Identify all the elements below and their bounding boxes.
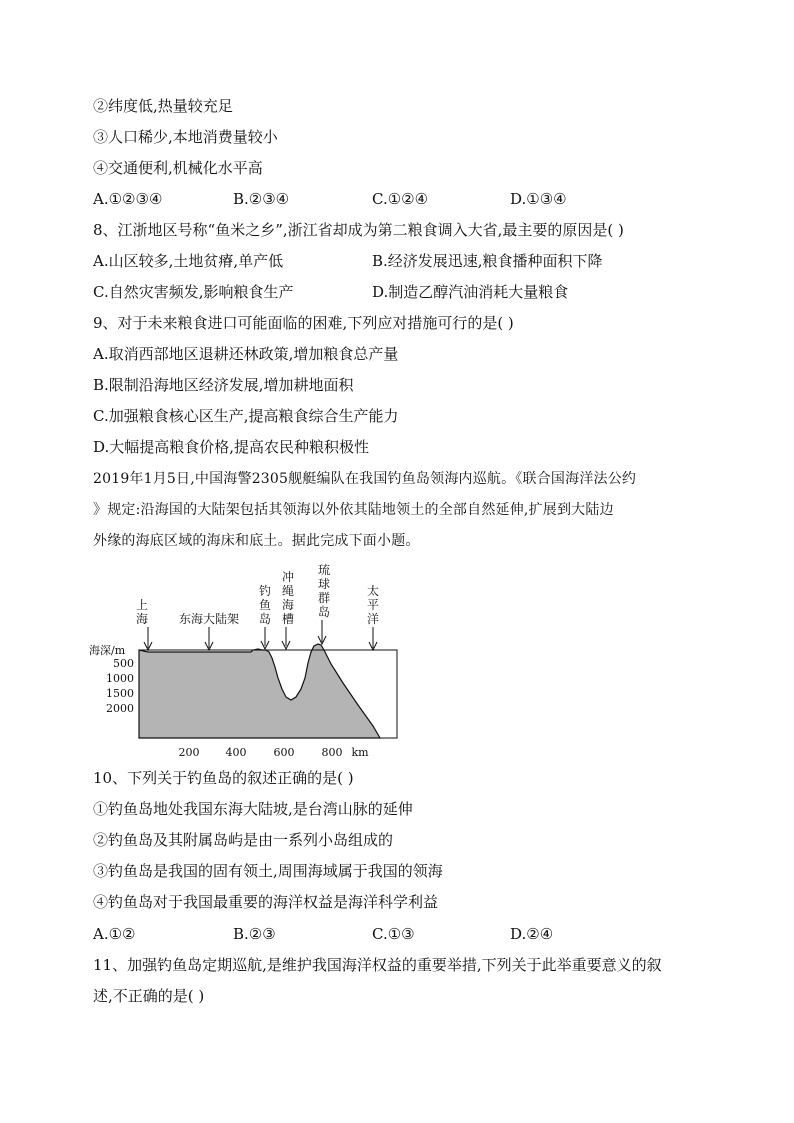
q10-option-d: D.②④ (510, 925, 554, 943)
q7-item-2: ②纬度低,热量较充足 (93, 97, 233, 115)
svg-text:绳: 绳 (281, 584, 295, 598)
x-tick-400: 400 (225, 746, 247, 759)
q9-option-b: B.限制沿海地区经济发展,增加耕地面积 (93, 376, 354, 394)
terrain-profile (139, 644, 380, 738)
seafloor-profile-figure (88, 560, 418, 765)
svg-text:海: 海 (281, 598, 295, 612)
x-tick-600: 600 (273, 746, 295, 759)
label-diaoyu-island (259, 584, 271, 626)
q10-stem: 10、下列关于钓鱼岛的叙述正确的是( ) (93, 769, 354, 787)
q8-option-c: C.自然灾害频发,影响粮食生产 (93, 283, 294, 301)
svg-text:槽: 槽 (281, 612, 295, 626)
q10-item-3: ③钓鱼岛是我国的固有领土,周围海域属于我国的领海 (93, 862, 443, 880)
svg-text:群: 群 (317, 591, 331, 605)
q7-option-c: C.①②④ (372, 190, 429, 208)
arrow-diaoyu (261, 627, 269, 649)
q7-item-4: ④交通便利,机械化水平高 (93, 159, 263, 177)
label-okinawa-trough (282, 569, 294, 626)
x-tick-200: 200 (178, 746, 200, 759)
svg-text:球: 球 (317, 577, 331, 591)
svg-text:岛: 岛 (317, 605, 331, 619)
y-axis-title: 海深/m (89, 644, 126, 657)
q11-stem-line-2: 述,不正确的是( ) (93, 987, 205, 1005)
label-pacific-ocean (367, 583, 379, 626)
svg-text:海: 海 (135, 612, 149, 626)
arrow-shelf (205, 627, 213, 650)
svg-text:平: 平 (366, 598, 380, 612)
depth-tick-500: 500 (113, 657, 134, 670)
passage-line-3: 外缘的海底区域的海床和底土。据此完成下面小题。 (93, 533, 420, 549)
label-shanghai (136, 597, 148, 626)
q9-stem: 9、对于未来粮食进口可能面临的困难,下列应对措施可行的是( ) (93, 314, 514, 332)
q8-option-b: B.经济发展迅速,粮食播种面积下降 (372, 252, 603, 270)
q7-option-b: B.②③④ (233, 190, 290, 208)
q8-stem: 8、江浙地区号称“鱼米之乡”,浙江省却成为第二粮食调入大省,最主要的原因是( ) (93, 221, 624, 239)
depth-tick-1000: 1000 (106, 672, 134, 685)
arrow-pacific (369, 627, 377, 650)
q7-option-a: A.①②③④ (93, 190, 163, 208)
q9-option-d: D.大幅提高粮食价格,提高农民种粮积极性 (93, 438, 370, 456)
q7-option-d: D.①③④ (510, 190, 567, 208)
arrow-trough (282, 627, 290, 649)
q10-option-b: B.②③ (233, 925, 276, 943)
label-east-china-sea-shelf: 东海大陆架 (178, 612, 240, 626)
q11-stem-line-1: 11、加强钓鱼岛定期巡航,是维护我国海洋权益的重要举措,下列关于此举重要意义的叙 (93, 956, 662, 974)
label-ryukyu-islands (318, 562, 330, 619)
depth-tick-2000: 2000 (106, 702, 134, 715)
x-axis-unit: km (351, 746, 369, 759)
svg-text:岛: 岛 (258, 612, 272, 626)
q7-item-3: ③人口稀少,本地消费量较小 (93, 128, 278, 146)
svg-text:冲: 冲 (281, 570, 295, 584)
svg-text:太: 太 (366, 584, 380, 598)
q9-option-a: A.取消西部地区退耕还林政策,增加粮食总产量 (93, 345, 399, 363)
svg-text:鱼: 鱼 (258, 598, 272, 612)
passage-line-1: 2019年1月5日,中国海警2305舰艇编队在我国钓鱼岛领海内巡航。《联合国海洋法公约 (93, 471, 637, 487)
q10-item-4: ④钓鱼岛对于我国最重要的海洋权益是海洋科学利益 (93, 893, 439, 911)
svg-text:洋: 洋 (366, 612, 380, 626)
q8-option-d: D.制造乙醇汽油消耗大量粮食 (372, 283, 569, 301)
arrow-ryukyu (318, 620, 326, 644)
svg-text:琉: 琉 (317, 563, 331, 577)
q9-option-c: C.加强粮食核心区生产,提高粮食综合生产能力 (93, 407, 399, 425)
passage-line-2: 》规定:沿海国的大陆架包括其领海以外依其陆地领土的全部自然延伸,扩展到大陆边 (93, 502, 614, 518)
q8-option-a: A.山区较多,土地贫瘠,单产低 (93, 252, 284, 270)
q10-item-1: ①钓鱼岛地处我国东海大陆坡,是台湾山脉的延伸 (93, 800, 413, 818)
x-tick-800: 800 (321, 746, 343, 759)
q10-option-c: C.①③ (372, 925, 415, 943)
svg-text:上: 上 (135, 598, 149, 612)
q10-option-a: A.①② (93, 925, 136, 943)
q10-item-2: ②钓鱼岛及其附属岛屿是由一系列小岛组成的 (93, 831, 394, 849)
arrow-shanghai (144, 627, 152, 650)
svg-text:钓: 钓 (258, 584, 272, 598)
depth-tick-1500: 1500 (106, 687, 134, 700)
